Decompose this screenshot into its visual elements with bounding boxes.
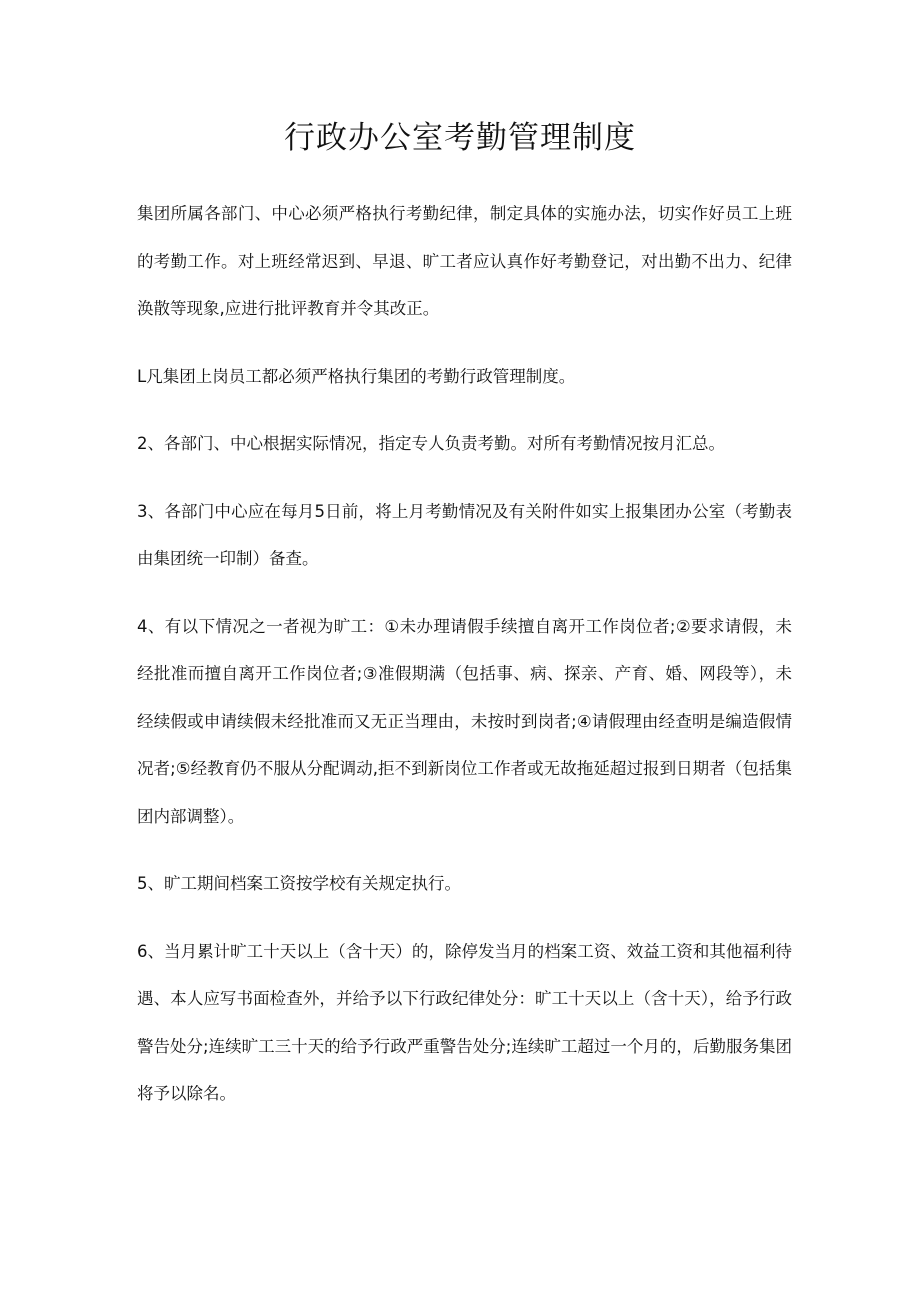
document-body [137, 190, 792, 1118]
rule-item-2: 2、各部门、中心根据实际情况，指定专人负责考勤。对所有考勤情况按月汇总。 [137, 434, 725, 453]
intro-paragraph: 集团所属各部门、中心必须严格执行考勤纪律，制定具体的实施办法，切实作好员工上班的考勤工作。对上班经常迟到、早退、旷工者应认真作好考勤登记，对出勤不出力、纪律涣散等现象,应进行批评教育并令其改正。 [137, 204, 792, 318]
rule-item-3: 3、各部门中心应在每月5日前，将上月考勤情况及有关附件如实上报集团办公室（考勤表由集团统一印制）备查。 [137, 501, 792, 568]
rule-item-5: 5、旷工期间档案工资按学校有关规定执行。 [137, 874, 461, 893]
rule-item-4: 4、有以下情况之一者视为旷工：①未办理请假手续擅自离开工作岗位者;②要求请假，未经批准而擅自离开工作岗位者;③准假期满（包括事、病、探亲、产育、婚、网段等），未经续假或申请续假未经批准而又无正当理由，未按时到岗者;④请假理由经查明是编造假情况者;⑤经教育仍不服从分配调动,拒不到新岗位工作者或无故拖延超过报到日期者（包括集团内部调整）。 [137, 616, 792, 826]
rule-item-1: L凡集团上岗员工都必须严格执行集团的考勤行政管理制度。 [137, 366, 576, 386]
document-title: 行政办公室考勤管理制度 [284, 120, 636, 156]
rule-item-6: 6、当月累计旷工十天以上（含十天）的，除停发当月的档案工资、效益工资和其他福利待遇、本人应写书面检查外，并给予以下行政纪律处分：旷工十天以上（含十天），给予行政警告处分;连续旷工三十天的给予行政严重警告处分;连续旷工超过一个月的，后勤服务集团将予以除名。 [137, 941, 792, 1103]
